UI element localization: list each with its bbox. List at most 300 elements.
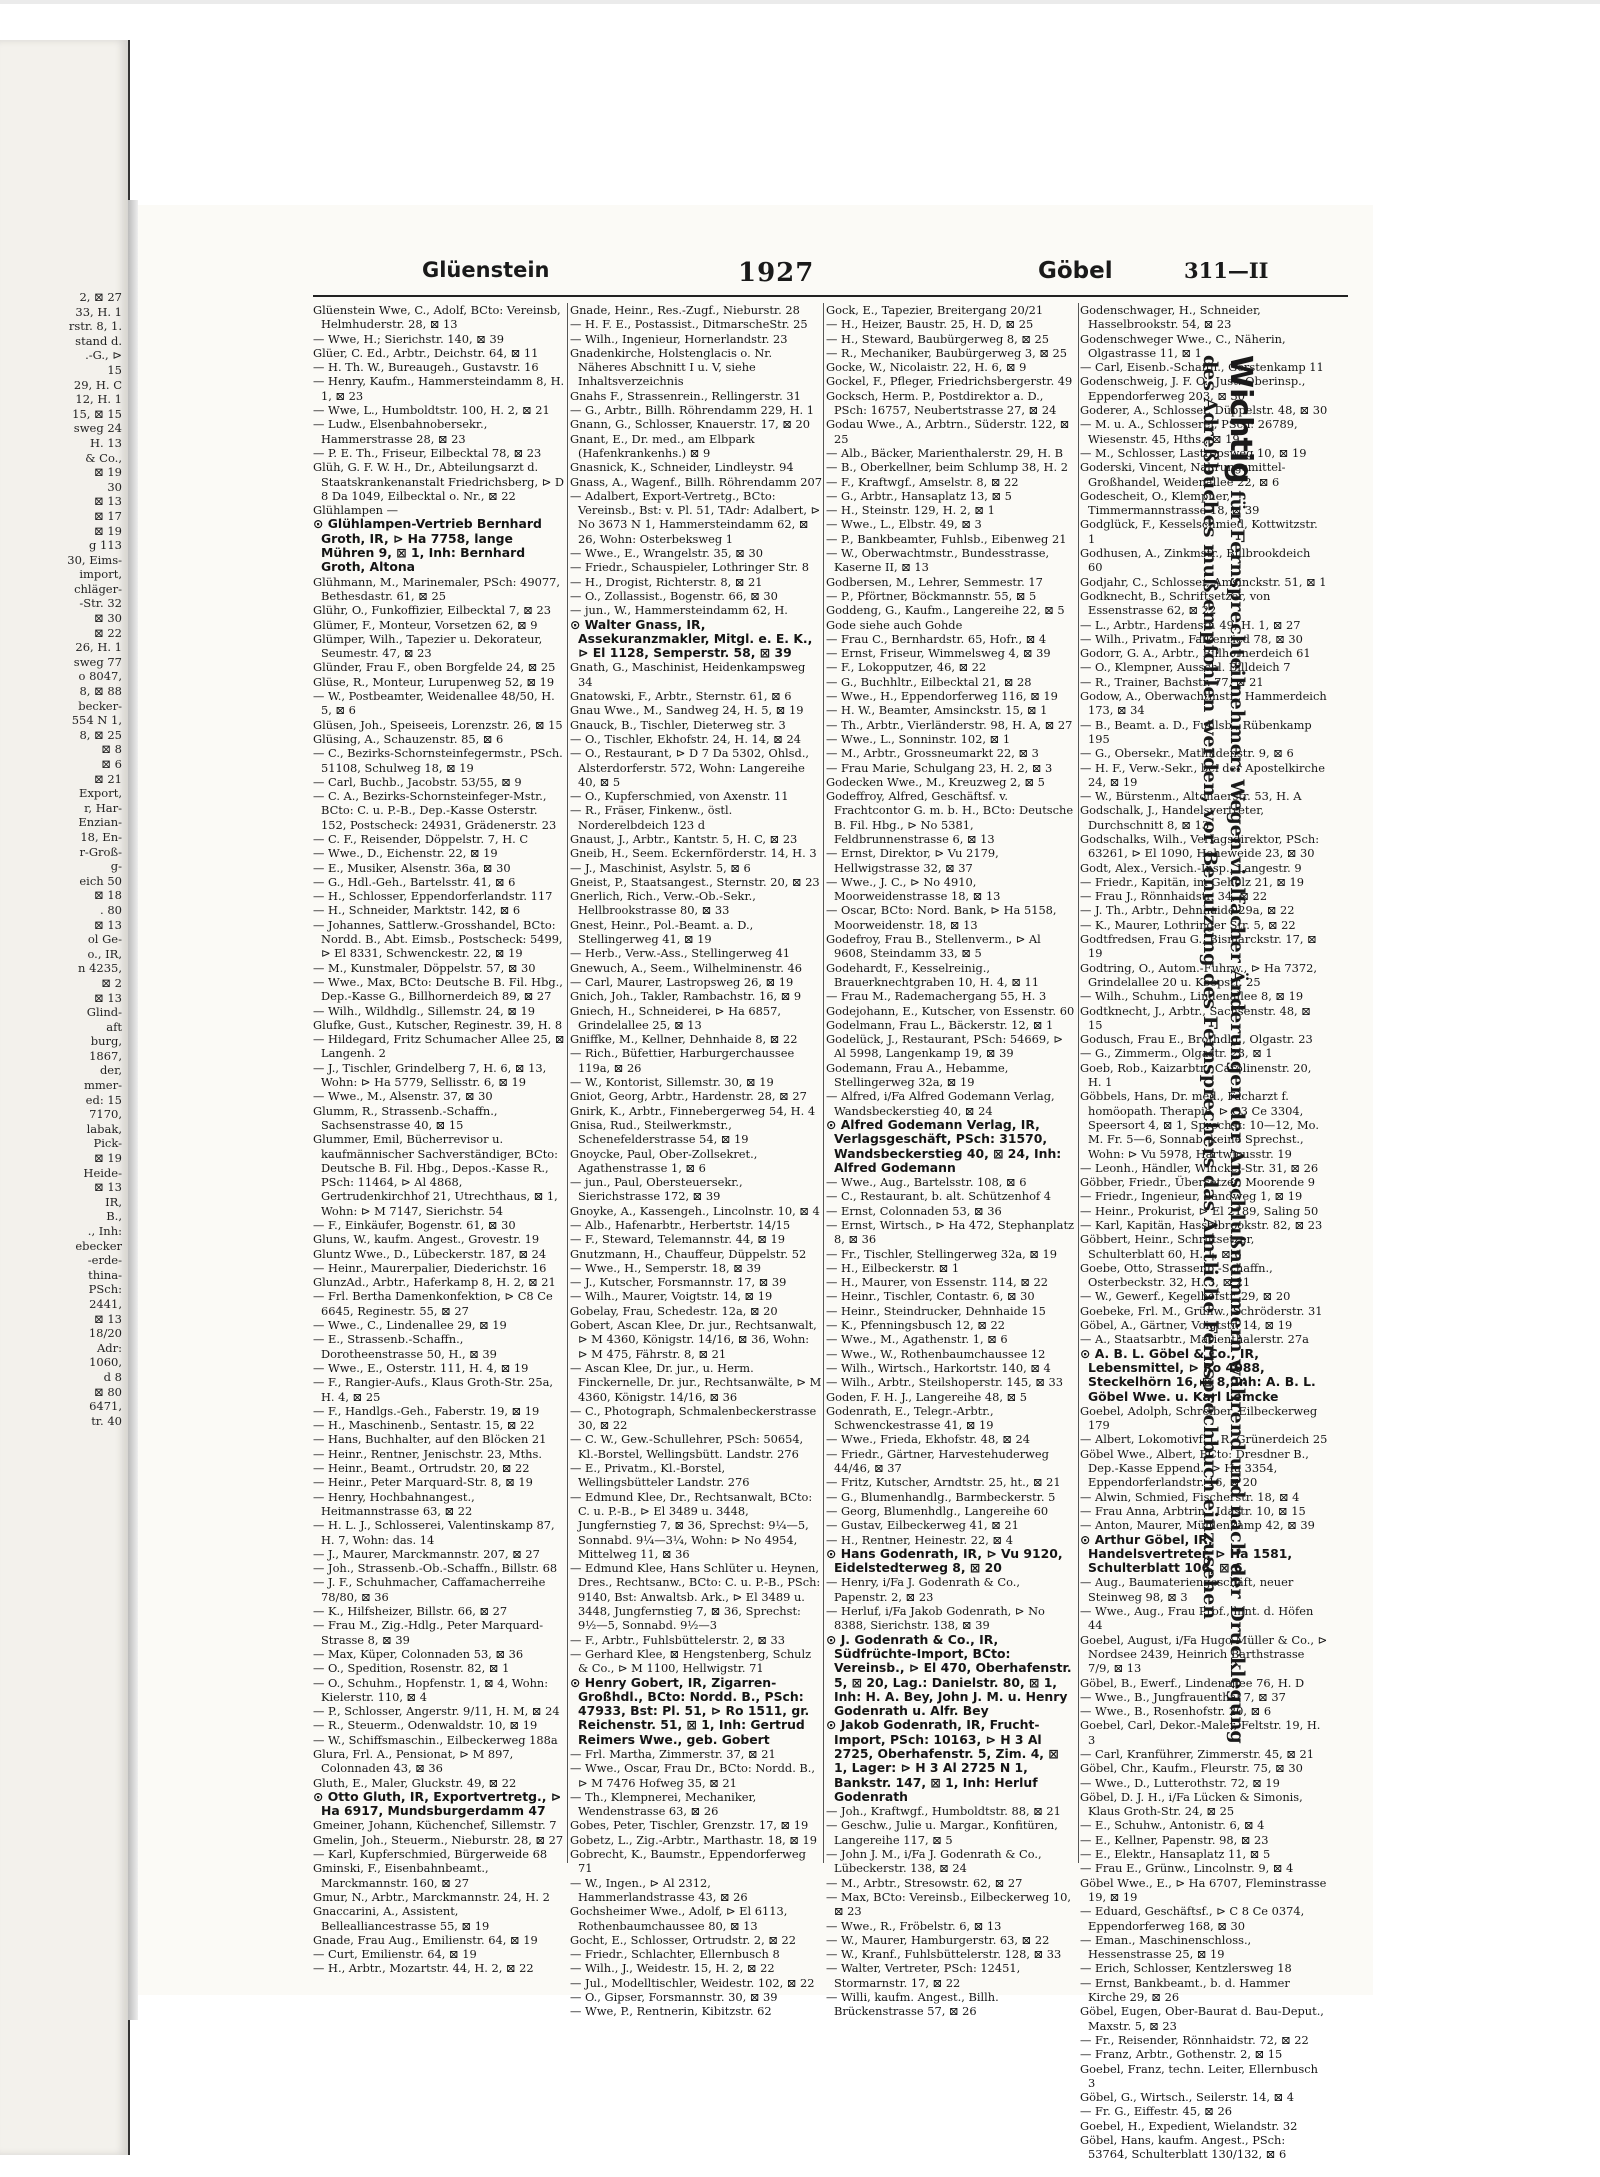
directory-entry: — K., Pfenningsbusch 12, ⊠ 22 bbox=[826, 1318, 1005, 1333]
left-page-line: 30, Eims- bbox=[67, 552, 122, 567]
directory-entry: ⊙ Walter Gnass, IR, Assekuranzmakler, Mitgl. e. E. K., ⊳ El 1128, Semperstr. 58, ⊠ 39 bbox=[570, 616, 813, 661]
directory-entry: — Carl, Buchb., Jacobstr. 53/55, ⊠ 9 bbox=[313, 774, 522, 789]
directory-entry: Gnoycke, Paul, Ober-Zollsekret., Agathenstrasse 1, ⊠ 6 bbox=[570, 1146, 758, 1175]
directory-entry: — J. F., Schuhmacher, Caffamacherreihe 78/80, ⊠ 36 bbox=[313, 1575, 546, 1604]
directory-entry: — Wilh., Schuhm., Lindenallee 8, ⊠ 19 bbox=[1080, 989, 1304, 1004]
directory-entry: Goebel, August, i/Fa Hugo Müller & Co., ⊳ Nordsee 2439, Heinrich Barthstrasse 7/9, ⊠ 13 bbox=[1080, 1632, 1328, 1676]
left-page-line: . 80 bbox=[100, 902, 122, 917]
left-page-line: B., bbox=[106, 1209, 122, 1224]
directory-entry: ⊙ Jakob Godenrath, IR, Frucht-Import, PSch: 10163, ⊳ H 3 Al 2725, Oberhafenstr. 5, Zim. 4, ⊠ 1, Lager: ⊳ H 3 Al 2725 N 1, Bankstr. 147, ⊠ 1, Inh: Herluf Godenrath bbox=[826, 1717, 1059, 1804]
notice-line-2: des Adreßbuches muß empfohlen werden, vor Benutzung des Fernsprechers das Amtliche Fernsprechbuch einzusehen bbox=[1199, 355, 1221, 1620]
directory-entry: — Wwe., Aug., Frau Prof., hint. d. Höfen 44 bbox=[1080, 1604, 1314, 1633]
left-page-line: IR, bbox=[105, 1194, 122, 1209]
directory-entry: Godelmann, Frau L., Bäckerstr. 12, ⊠ 1 bbox=[826, 1017, 1054, 1032]
directory-entry: — Edmund Klee, Hans Schlüter u. Heynen, Dres., Rechtsanw., BCto: C. u. P.-B., PSch: 9140, Bst: Anwaltsb. Ark., ⊳ El 3489 u. 3448, Jungfernstieg 7, ⊠ 36, Sprechst: 9½—5, Sonnabd. 9½—3 bbox=[570, 1561, 821, 1633]
directory-entry: ⊙ A. B. L. Göbel & Co., IR, Lebensmittel, ⊳ Ro 4088, Steckelhörn 16, ⊠ 8, Inh: A. B. L. Göbel Wwe. u. Karl Lemcke bbox=[1080, 1345, 1316, 1404]
directory-entry: — J., Maurer, Marckmannstr. 207, ⊠ 27 bbox=[313, 1546, 540, 1561]
directory-entry: Gnadenkirche, Holstenglacis o. Nr. Näheres Abschnitt I u. V, siehe Inhaltsverzeichnis bbox=[570, 345, 773, 389]
directory-entry: Gneib, H., Seem. Eckernförderstr. 14, H. 3 bbox=[570, 846, 817, 861]
directory-entry: — W., Maurer, Hamburgerstr. 63, ⊠ 22 bbox=[826, 1932, 1050, 1947]
directory-entry: Gocht, E., Schlosser, Ortrudstr. 2, ⊠ 22 bbox=[570, 1932, 796, 1947]
running-head-first-entry: Glüenstein bbox=[422, 258, 550, 282]
directory-entry: Gluns, W., kaufm. Angest., Grovestr. 19 bbox=[313, 1232, 540, 1247]
directory-entry: — W., Gewerf., Kegelhofstr. 29, ⊠ 20 bbox=[1080, 1289, 1291, 1304]
directory-entry: — Eduard, Geschäftsf., ⊳ C 8 Ce 0374, Eppendorferweg 168, ⊠ 30 bbox=[1080, 1904, 1305, 1933]
directory-entry: — Ernst, Friseur, Wimmelsweg 4, ⊠ 39 bbox=[826, 646, 1051, 661]
directory-entry: — Heinr., Peter Marquard-Str. 8, ⊠ 19 bbox=[313, 1475, 533, 1490]
directory-entry: ⊙ Otto Gluth, IR, Exportvertretg., ⊳ Ha 6917, Mundsburgerdamm 47 bbox=[313, 1788, 562, 1819]
directory-entry: Gochsheimer Wwe., Adolf, ⊳ El 6113, Rothenbaumchaussee 80, ⊠ 13 bbox=[570, 1904, 788, 1933]
left-page-line: g 113 bbox=[89, 538, 122, 553]
directory-entry: — Frl. Martha, Zimmerstr. 37, ⊠ 21 bbox=[570, 1746, 776, 1761]
directory-entry: Gnath, G., Maschinist, Heidenkampsweg 34 bbox=[570, 660, 806, 689]
directory-entry: — M., Schlosser, Lastropsweg 10, ⊠ 19 bbox=[1080, 445, 1307, 460]
directory-entry: — G., Blumenhandlg., Barmbeckerstr. 5 bbox=[826, 1489, 1056, 1504]
directory-entry: Göbel, Chr., Kaufm., Fleurstr. 75, ⊠ 30 bbox=[1080, 1761, 1303, 1776]
directory-entry: Gnasnick, K., Schneider, Lindleystr. 94 bbox=[570, 460, 794, 475]
directory-entry: — W., Kranf., Fuhlsbüttelerstr. 128, ⊠ 33 bbox=[826, 1947, 1062, 1962]
directory-entry: — Gerhard Klee, ⊠ Hengstenberg, Schulz & Co., ⊳ M 1100, Hellwigstr. 71 bbox=[570, 1646, 812, 1676]
directory-entry: — H. F. E., Postassist., DitmarscheStr. 25 bbox=[570, 317, 808, 332]
left-page-line: 2, ⊠ 27 bbox=[79, 290, 122, 304]
directory-entry: Godefroy, Frau B., Stellenverm., ⊳ Al 9608, Steindamm 33, ⊠ 5 bbox=[826, 932, 1041, 961]
directory-entry: Göbel, B., Ewerf., Lindenallee 76, H. D bbox=[1080, 1675, 1305, 1690]
directory-entry: — G., Zimmerm., Olgastr. 23, ⊠ 1 bbox=[1080, 1046, 1273, 1061]
left-page-line: 18, En- bbox=[80, 829, 122, 844]
directory-entry: — H. L. J., Schlosserei, Valentinskamp 87, H. 7, Wohn: das. 14 bbox=[313, 1518, 555, 1547]
directory-entry: — F., Einkäufer, Bogenstr. 61, ⊠ 30 bbox=[313, 1218, 516, 1232]
left-page-line: 554 N 1, bbox=[71, 713, 122, 728]
directory-entry: — O., Schuhm., Hopfenstr. 1, ⊠ 4, Wohn: Kielerstr. 110, ⊠ 4 bbox=[313, 1675, 549, 1704]
left-page-line: ol Ge- bbox=[87, 932, 122, 947]
directory-entry: Gobetz, L., Zig.-Arbtr., Marthastr. 18, ⊠ 19 bbox=[570, 1832, 818, 1847]
directory-entry: — A., Staatsarbtr., Marienthalerstr. 27a bbox=[1080, 1332, 1309, 1347]
directory-entry: — C. F., Reisender, Döppelstr. 7, H. C bbox=[313, 831, 529, 846]
directory-entry: Goderer, A., Schlosser, Düppelstr. 48, ⊠ 30 bbox=[1080, 403, 1328, 418]
left-page-line: rstr. 8, 1. bbox=[68, 319, 122, 334]
left-page-line: Glind- bbox=[86, 1005, 122, 1020]
directory-entry: — Ascan Klee, Dr. jur., u. Herm. Finckernelle, Dr. jur., Rechtsanwälte, ⊳ M 4360, Königstr. 14/16, ⊠ 36 bbox=[570, 1360, 822, 1404]
directory-entry: Gobert, Ascan Klee, Dr. jur., Rechtsanwalt, ⊳ M 4360, Königstr. 14/16, ⊠ 36, Wohn: ⊳ M 475, Fährstr. 8, ⊠ 21 bbox=[570, 1318, 817, 1361]
directory-entry: — G., Buchhltr., Eilbecktal 21, ⊠ 28 bbox=[826, 674, 1032, 689]
directory-entry: — Hildegard, Fritz Schumacher Allee 25, ⊠ Langenh. 2 bbox=[313, 1032, 565, 1061]
left-page-line: o., IR, bbox=[87, 946, 122, 961]
directory-entry: Godglück, F., Kesselschmied, Kottwitzstr. 1 bbox=[1080, 517, 1318, 546]
left-page-line: mmer- bbox=[84, 1078, 122, 1093]
directory-entry: — Wwe., D., Eichenstr. 22, ⊠ 19 bbox=[313, 846, 498, 861]
directory-entry: Godow, A., Oberwachtmstr., Hammerdeich 173, ⊠ 34 bbox=[1080, 689, 1327, 718]
directory-entry: Gnauck, B., Tischler, Dieterweg str. 3 bbox=[570, 717, 786, 732]
directory-entry: — Ernst, Wirtsch., ⊳ Ha 472, Stephanplatz 8, ⊠ 36 bbox=[826, 1218, 1075, 1247]
left-page-line: Pick- bbox=[93, 1136, 122, 1151]
left-page-line: PSch: bbox=[88, 1282, 122, 1297]
directory-entry: Gnatowski, F., Arbtr., Sternstr. 61, ⊠ 6 bbox=[570, 689, 792, 704]
directory-entry: — E., Musiker, Alsenstr. 36a, ⊠ 30 bbox=[313, 860, 511, 875]
directory-entry: — J., Kutscher, Forsmannstr. 17, ⊠ 39 bbox=[570, 1275, 787, 1290]
directory-entry: — Ernst, Bankbeamt., b. d. Hammer Kirche 29, ⊠ 26 bbox=[1080, 1975, 1290, 2005]
directory-entry: — K., Hilfsheizer, Billstr. 66, ⊠ 27 bbox=[313, 1604, 508, 1619]
directory-entry: — O., Tischler, Ekhofstr. 24, H. 14, ⊠ 24 bbox=[570, 731, 801, 746]
directory-entry: Godbersen, M., Lehrer, Semmestr. 17 bbox=[826, 574, 1043, 589]
directory-entry: Goebel, Carl, Dekor.-Maler, Feltstr. 19, H. 3 bbox=[1080, 1718, 1321, 1747]
directory-entry: Göbel, Hans, kaufm. Angest., PSch: 53764, Schulterblatt 130/132, ⊠ 6 bbox=[1080, 2133, 1287, 2162]
directory-entry: — P. E. Th., Friseur, Eilbecktal 78, ⊠ 23 bbox=[313, 445, 542, 460]
left-page-line: becker- bbox=[78, 698, 122, 713]
left-page-line: der, bbox=[99, 1063, 122, 1078]
directory-entry: Godorr, G. A., Arbtr., Billhornerdeich 61 bbox=[1080, 646, 1311, 661]
left-page-line: thina- bbox=[88, 1267, 122, 1282]
left-page-line: import, bbox=[79, 567, 122, 582]
left-page-line: ⊠ 6 bbox=[101, 757, 122, 771]
left-page-line: 2441, bbox=[89, 1296, 122, 1311]
directory-entry: — Aug., Baumateriengeschäft, neuer Steinweg 98, ⊠ 3 bbox=[1080, 1575, 1294, 1604]
directory-entry: — E., Elektr., Hansaplatz 11, ⊠ 5 bbox=[1080, 1847, 1271, 1862]
directory-entry: Glüsen, Joh., Speiseeis, Lorenzstr. 26, ⊠ 15 bbox=[313, 717, 563, 732]
directory-entry: Godelück, J., Restaurant, PSch: 54669, ⊳ Al 5998, Langenkamp 19, ⊠ 39 bbox=[826, 1032, 1063, 1061]
directory-entry: Goderski, Vincent, Nahrungsmittel-Großhandel, Weidenallee 22, ⊠ 6 bbox=[1080, 460, 1286, 489]
directory-entry: Godusch, Frau E., Brothdlg., Olgastr. 23 bbox=[1080, 1032, 1313, 1047]
directory-entry: — Ernst, Colonnaden 53, ⊠ 36 bbox=[826, 1203, 1002, 1218]
directory-entry: Göbel Wwe., Albert, BCto: Dresdner B., Dep.-Kasse Eppend., ⊳ Ha 3354, Eppendorferlandstr. 16, ⊠ 20 bbox=[1080, 1446, 1309, 1490]
directory-entry: — H., Eilbeckerstr. ⊠ 1 bbox=[826, 1260, 960, 1275]
directory-entry: — F., Rangier-Aufs., Klaus Groth-Str. 25a, H. 4, ⊠ 25 bbox=[313, 1375, 554, 1404]
directory-entry: Goebel, H., Expedient, Wielandstr. 32 bbox=[1080, 2118, 1298, 2133]
left-page-line: -erde- bbox=[87, 1253, 122, 1268]
directory-entry: Godenschweig, J. F. O., Just.-Oberinsp., Eppendorferweg 203, ⊠ 30 bbox=[1080, 374, 1306, 403]
left-page-line: sweg 24 bbox=[73, 421, 122, 436]
directory-entry: — Heinr., Prokurist, ⊳ El 2189, Saling 50 bbox=[1080, 1203, 1319, 1218]
directory-entry: — Walter, Vertreter, PSch: 12451, Stormarnstr. 17, ⊠ 22 bbox=[826, 1961, 1021, 1990]
directory-entry: — Friedr., Gärtner, Harvestehuderweg 44/46, ⊠ 37 bbox=[826, 1446, 1049, 1476]
directory-entry: Gminski, F., Eisenbahnbeamt., Marckmannstr. 160, ⊠ 27 bbox=[313, 1861, 489, 1890]
directory-entry: Gnaccarini, A., Assistent, Bellealliancestrasse 55, ⊠ 19 bbox=[313, 1904, 490, 1933]
directory-entry: — Friedr., Ingenieur, Sandweg 1, ⊠ 19 bbox=[1080, 1189, 1303, 1204]
left-page-line: .-G., ⊳ bbox=[85, 348, 122, 363]
directory-entry: — G., Hdl.-Geh., Bartelsstr. 41, ⊠ 6 bbox=[313, 874, 516, 889]
running-head-year: 1927 bbox=[738, 258, 815, 288]
left-page-line: 6471, bbox=[89, 1399, 122, 1414]
directory-entry: — Frau M., Zig.-Hdlg., Peter Marquard-Strasse 8, ⊠ 39 bbox=[313, 1618, 544, 1647]
directory-entry: — H., Steward, Baubürgerweg 8, ⊠ 25 bbox=[826, 331, 1050, 346]
left-page-line: 1060, bbox=[89, 1355, 122, 1370]
directory-entry: Gockel, F., Pfleger, Friedrichsbergerstr. 49 bbox=[826, 374, 1073, 389]
left-page-line: H. 13 bbox=[90, 435, 122, 450]
directory-entry: Goebeke, Frl. M., Grünw., Schröderstr. 31 bbox=[1080, 1303, 1323, 1318]
directory-entry: Glüsing, A., Schauzenstr. 85, ⊠ 6 bbox=[313, 731, 504, 746]
directory-entry: ⊙ J. Godenrath & Co., IR, Südfrüchte-Import, BCto: Vereinsb., ⊳ El 470, Oberhafenstr. 5, ⊠ 20, Lag.: Danielstr. 80, ⊠ 1, Inh: H. A. Bey, John J. M. u. Henry Godenrath u. Alfr. Bey bbox=[826, 1631, 1072, 1719]
directory-entry: — Leonh., Händler, Winckel-Str. 31, ⊠ 26 bbox=[1080, 1160, 1319, 1175]
left-page-line: burg, bbox=[90, 1034, 122, 1049]
directory-entry: Godescheit, O., Klempner, Timmermannstrasse 18, ⊠ 39 bbox=[1080, 488, 1260, 518]
directory-entry: — Carl, Maurer, Lastropsweg 26, ⊠ 19 bbox=[570, 974, 794, 989]
directory-entry: — Alwin, Schmied, Fischerstr. 18, ⊠ 4 bbox=[1080, 1489, 1300, 1504]
vertical-notice-text bbox=[1198, 355, 1258, 1744]
directory-entry: Gnade, Frau Aug., Emilienstr. 64, ⊠ 19 bbox=[313, 1932, 538, 1947]
directory-entry: Glünder, Frau F., oben Borgfelde 24, ⊠ 25 bbox=[313, 660, 556, 675]
directory-entry: — C. W., Gew.-Schullehrer, PSch: 50654, Kl.-Borstel, Wellingsbütt. Landstr. 276 bbox=[570, 1432, 804, 1461]
directory-entry: — H. W., Beamter, Amsinckstr. 15, ⊠ 1 bbox=[826, 703, 1048, 718]
directory-entry: — W., Postbeamter, Weidenallee 48/50, H. 5, ⊠ 6 bbox=[313, 689, 555, 718]
directory-entry: — Alb., Hafenarbtr., Herbertstr. 14/15 bbox=[570, 1218, 791, 1232]
vertical-notice bbox=[1198, 355, 1258, 1744]
directory-entry: Glüer, C. Ed., Arbtr., Deichstr. 64, ⊠ 11 bbox=[313, 345, 539, 360]
directory-entry: Gniffke, M., Kellner, Dehnhaide 8, ⊠ 22 bbox=[570, 1032, 798, 1047]
left-page-line: chläger- bbox=[74, 581, 122, 596]
directory-entry: — B., Beamt. a. D., Fuhlsb., Rübenkamp 195 bbox=[1080, 717, 1312, 746]
directory-entry: — Edmund Klee, Dr., Rechtsanwalt, BCto: C. u. P.-B., ⊳ El 3489 u. 3448, Jungfernstieg 7, ⊠ 36, Sprechst: 9¼—5, Sonnabd. 9¼—3¼, Wohn: ⊳ No 4954, Mittelweg 11, ⊠ 36 bbox=[570, 1489, 813, 1561]
directory-entry: — Wwe., B., Jungfrauenthal 7, ⊠ 37 bbox=[1080, 1689, 1286, 1704]
directory-entry: ⊙ Glühlampen-Vertrieb Bernhard Groth, IR, ⊳ Ha 7758, lange Mühren 9, ⊠ 1, Inh: Bernhard Groth, Altona bbox=[313, 516, 542, 575]
directory-entry: — Erich, Schlosser, Kentzlersweg 18 bbox=[1080, 1961, 1292, 1976]
directory-entry: Göbbert, Heinr., Schriftsetzer, Schulterblatt 60, H. 1, ⊠ 6 bbox=[1080, 1232, 1255, 1261]
directory-entry: — Max, Küper, Colonnaden 53, ⊠ 36 bbox=[313, 1646, 524, 1661]
directory-entry: Goeb, Rob., Kaizarbtr., Carolinenstr. 20, H. 1 bbox=[1080, 1060, 1312, 1090]
directory-entry: Gnewuch, A., Seem., Wilhelminenstr. 46 bbox=[570, 960, 802, 975]
directory-entry: ⊙ Henry Gobert, IR, Zigarren-Großhdl., BCto: Nordd. B., PSch: 47933, Bst: Pl. 51, ⊳ Ro 1511, gr. Reichenstr. 51, ⊠ 1, Inh: Gertrud Reimers Wwe., geb. Gobert bbox=[570, 1674, 810, 1747]
directory-entry: — Wwe., Aug., Bartelsstr. 108, ⊠ 6 bbox=[826, 1175, 1027, 1190]
left-page-line: ebecker bbox=[75, 1238, 122, 1253]
directory-entry: — Wwe., W., Rothenbaumchaussee 12 bbox=[826, 1346, 1046, 1361]
directory-entry: — Jul., Modelltischler, Weidestr. 102, ⊠ 22 bbox=[570, 1975, 815, 1990]
directory-entry: Gneist, P., Staatsangest., Sternstr. 20, ⊠ 23 bbox=[570, 874, 820, 889]
directory-entry: Godtfredsen, Frau G., Bismarckstr. 17, ⊠ 19 bbox=[1080, 932, 1317, 961]
directory-entry: Godenschwager, H., Schneider, Hasselbrookstr. 54, ⊠ 23 bbox=[1080, 303, 1261, 332]
directory-entry: — Heinr., Rentner, Jenischstr. 23, Mths. bbox=[313, 1446, 542, 1461]
directory-entry: Goebel, Adolph, Schreiber, Eilbeckerweg 179 bbox=[1080, 1403, 1318, 1433]
directory-entry: — jun., Paul, Obersteuersekr., Sierichstrasse 172, ⊠ 39 bbox=[570, 1175, 743, 1204]
directory-entry: Goddeng, G., Kaufm., Langereihe 22, ⊠ 5 bbox=[826, 603, 1065, 618]
directory-entry: — Wwe, H.; Sierichstr. 140, ⊠ 39 bbox=[313, 331, 504, 346]
directory-entry: — Heinr., Tischler, Contastr. 6, ⊠ 30 bbox=[826, 1289, 1035, 1304]
directory-entry: — Fr. G., Eiffestr. 45, ⊠ 26 bbox=[1080, 2104, 1232, 2119]
directory-entry: — H., Schlosser, Eppendorferlandstr. 117 bbox=[313, 889, 553, 904]
directory-entry: Godtring, O., Autom.-Fuhrw., ⊳ Ha 7372, Grindelallee 20 u. Koopstr. 25 bbox=[1080, 960, 1317, 989]
directory-entry: — Ernst, Direktor, ⊳ Vu 2179, Hellwigstrasse 32, ⊠ 37 bbox=[826, 846, 999, 875]
directory-entry: Gmelin, Joh., Steuerm., Nieburstr. 28, ⊠ 27 bbox=[313, 1832, 564, 1847]
directory-entry: Göbel, Eugen, Ober-Baurat d. Bau-Deput., Maxstr. 5, ⊠ 23 bbox=[1080, 2004, 1324, 2033]
directory-entry: — F., Steward, Telemannstr. 44, ⊠ 19 bbox=[570, 1232, 785, 1247]
left-page-text bbox=[2, 290, 122, 1428]
directory-entry: Gobrecht, K., Baumstr., Eppendorferweg 71 bbox=[570, 1847, 806, 1876]
directory-entry: — G., Arbtr., Billh. Röhrendamm 229, H. 1 bbox=[570, 403, 815, 418]
directory-entry: — F., Kraftwgf., Amselstr. 8, ⊠ 22 bbox=[826, 474, 1019, 489]
directory-entry: Gluntz Wwe., D., Lübeckerstr. 187, ⊠ 24 bbox=[313, 1246, 547, 1261]
running-head-last-entry: Göbel bbox=[1038, 258, 1113, 284]
directory-entry: — Frau J., Rönnhaidstr. 34, ⊠ 22 bbox=[1080, 889, 1268, 904]
directory-entry: — Herluf, i/Fa Jakob Godenrath, ⊳ No 8388, Sierichstr. 138, ⊠ 39 bbox=[826, 1604, 1045, 1633]
directory-entry: Godhusen, A., Zinkmstr., Billbrookdeich 60 bbox=[1080, 546, 1311, 575]
directory-entry: — H., Maurer, von Essenstr. 114, ⊠ 22 bbox=[826, 1275, 1049, 1290]
directory-entry: — M., Kunstmaler, Döppelstr. 57, ⊠ 30 bbox=[313, 960, 536, 975]
directory-entry: — P., Schlosser, Angerstr. 9/11, H. M, ⊠ 24 bbox=[313, 1704, 560, 1719]
directory-entry: Göbel, G., Wirtsch., Seilerstr. 14, ⊠ 4 bbox=[1080, 2090, 1295, 2105]
left-page-line: ⊠ 19 bbox=[94, 523, 122, 538]
directory-entry: Godeffroy, Alfred, Geschäftsf. v. Frachtcontor G. m. b. H., BCto: Deutsche B. Fil. Hbg., ⊳ No 5381, Feldbrunnenstrasse 6, ⊠ 13 bbox=[826, 789, 1074, 846]
directory-entry: — Max, BCto: Vereinsb., Eilbeckerweg 10, ⊠ 23 bbox=[826, 1889, 1072, 1919]
directory-entry: Gode siehe auch Gohde bbox=[826, 617, 963, 632]
directory-entry: — B., Oberkellner, beim Schlump 38, H. 2 bbox=[826, 460, 1068, 475]
directory-entry: Gnaust, J., Arbtr., Kantstr. 5, H. C, ⊠ 23 bbox=[570, 831, 798, 846]
directory-entry: — Joh., Kraftwgf., Humboldtstr. 88, ⊠ 21 bbox=[826, 1804, 1061, 1819]
left-page-line: ⊠ 13 bbox=[94, 1311, 122, 1326]
directory-entry: — Wwe., D., Lutterothstr. 72, ⊠ 19 bbox=[1080, 1775, 1280, 1790]
directory-entry: — O., Spedition, Rosenstr. 82, ⊠ 1 bbox=[313, 1661, 510, 1676]
directory-entry: — M., Arbtr., Stresowstr. 62, ⊠ 27 bbox=[826, 1875, 1023, 1890]
directory-entry: — Henry, i/Fa J. Godenrath & Co., Papenstr. 2, ⊠ 23 bbox=[826, 1575, 1021, 1604]
directory-entry: — Georg, Blumenhdlg., Langereihe 60 bbox=[826, 1503, 1049, 1518]
left-page-line: 30 bbox=[107, 479, 122, 494]
directory-entry: — R., Steuerm., Odenwaldstr. 10, ⊠ 19 bbox=[313, 1718, 538, 1733]
directory-entry: ⊙ Hans Godenrath, IR, ⊳ Vu 9120, Eidelstedterweg 8, ⊠ 20 bbox=[826, 1545, 1063, 1576]
directory-entry: — Alfred, i/Fa Alfred Godemann Verlag, Wandsbeckerstieg 40, ⊠ 24 bbox=[826, 1089, 1055, 1118]
left-page-line: ⊠ 18 bbox=[94, 888, 122, 903]
directory-entry: — J. Th., Arbtr., Dehnhaide 29a, ⊠ 22 bbox=[1080, 903, 1295, 918]
directory-entry: — Wilh., Privatm., Falkenried 78, ⊠ 30 bbox=[1080, 631, 1303, 646]
left-page-line: sweg 77 bbox=[73, 654, 122, 669]
directory-column-3 bbox=[826, 303, 1076, 2019]
directory-entry: — Henry, Hochbahnangest., Heitmannstrasse 63, ⊠ 22 bbox=[313, 1489, 475, 1518]
directory-entry: — Eman., Maschinenschloss., Hessenstrasse 25, ⊠ 19 bbox=[1080, 1932, 1252, 1962]
directory-entry: — Friedr., Schlachter, Ellernbusch 8 bbox=[570, 1947, 780, 1962]
directory-entry: — H., Steinstr. 129, H. 2, ⊠ 1 bbox=[826, 503, 995, 518]
directory-entry: Göbel, D. J. H., i/Fa Lücken & Simonis, Klaus Groth-Str. 24, ⊠ 25 bbox=[1080, 1789, 1303, 1819]
left-page-line: d 8 bbox=[103, 1369, 122, 1384]
directory-entry: — Carl, Eisenb.-Schaffn., Gerstenkamp 11 bbox=[1080, 360, 1324, 375]
directory-entry: — Albert, Lokomotivf. i. R. Grünerdeich 25 bbox=[1080, 1432, 1328, 1447]
directory-entry: — L., Arbtr., Hardenstr. 49, H. 1, ⊠ 27 bbox=[1080, 617, 1301, 632]
directory-entry: Godemann, Frau A., Hebamme, Stellingerweg 32a, ⊠ 19 bbox=[826, 1060, 1009, 1090]
left-page-line: ⊠ 13 bbox=[94, 494, 122, 509]
left-page-line: ⊠ 8 bbox=[101, 742, 122, 757]
left-page-line: Export, bbox=[79, 786, 122, 801]
directory-entry: Godecken Wwe., M., Kreuzweg 2, ⊠ 5 bbox=[826, 774, 1045, 789]
directory-entry: — Wwe., L., Elbstr. 49, ⊠ 3 bbox=[826, 517, 982, 532]
directory-entry: — M. u. A., Schlosserei, PSch: 26789, Wiesenstr. 45, Hths., ⊠ 19 bbox=[1080, 417, 1298, 446]
directory-entry: — Friedr., Schauspieler, Lothringer Str. 8 bbox=[570, 560, 809, 575]
left-page-line: ., Inh: bbox=[87, 1224, 122, 1238]
column-divider bbox=[567, 303, 568, 1863]
left-page-line: ⊠ 30 bbox=[94, 611, 122, 626]
directory-entry: — Wwe., E., Osterstr. 111, H. 4, ⊠ 19 bbox=[313, 1360, 529, 1375]
directory-column-1 bbox=[313, 303, 565, 1976]
directory-entry: — Th., Klempnerei, Mechaniker, Wendenstrasse 63, ⊠ 26 bbox=[570, 1789, 757, 1819]
directory-entry: Godknecht, B., Schriftsetzer, von Essenstrasse 62, ⊠ 22 bbox=[1080, 588, 1271, 618]
directory-entry: — C. A., Bezirks-Schornsteinfeger-Mstr., BCto: C. u. P.-B., Dep.-Kasse Osterstr. 152, Postscheck: 24931, Grädenerstr. 23 bbox=[313, 789, 557, 832]
directory-entry: — Karl, Kupferschmied, Bürgerweide 68 bbox=[313, 1847, 548, 1862]
directory-entry: Glura, Frl. A., Pensionat, ⊳ M 897, Colonnaden 43, ⊠ 36 bbox=[313, 1746, 514, 1776]
directory-entry: ⊙ Alfred Godemann Verlag, IR, Verlagsgeschäft, PSch: 31570, Wandsbeckerstieg 40, ⊠ 24, Inh: Alfred Godemann bbox=[826, 1116, 1062, 1175]
directory-entry: — Wwe., J. C., ⊳ No 4910, Moorweidenstrasse 18, ⊠ 13 bbox=[826, 874, 1001, 904]
column-divider bbox=[1078, 303, 1079, 1863]
directory-entry: — Fr., Tischler, Stellingerweg 32a, ⊠ 19 bbox=[826, 1246, 1058, 1261]
directory-entry: Glühr, O., Funkoffizier, Eilbecktal 7, ⊠ 23 bbox=[313, 603, 551, 618]
directory-entry: Glüse, R., Monteur, Lurupenweg 52, ⊠ 19 bbox=[313, 674, 555, 689]
directory-entry: — O., Klempner, Ausschl. Billdeich 7 bbox=[1080, 660, 1291, 675]
directory-entry: — F., Handlgs.-Geh., Faberstr. 19, ⊠ 19 bbox=[313, 1403, 540, 1418]
directory-entry: Gock, E., Tapezier, Breitergang 20/21 bbox=[826, 303, 1044, 317]
directory-entry: GlunzAd., Arbtr., Haferkamp 8, H. 2, ⊠ 21 bbox=[313, 1275, 556, 1290]
directory-entry: — H. F., Verw.-Sekr., bei der Apostelkirche 24, ⊠ 19 bbox=[1080, 760, 1325, 789]
directory-entry: — G., Arbtr., Hansaplatz 13, ⊠ 5 bbox=[826, 488, 1012, 503]
directory-entry: — E., Kellner, Papenstr. 98, ⊠ 23 bbox=[1080, 1832, 1269, 1847]
left-page-line: & Co., bbox=[85, 450, 122, 465]
directory-entry: — jun., W., Hammersteindamm 62, H. bbox=[570, 603, 788, 618]
directory-entry: — Joh., Strassenb.-Ob.-Schaffn., Billstr. 68 bbox=[313, 1561, 558, 1576]
directory-entry: — H., Maschinenb., Sentastr. 15, ⊠ 22 bbox=[313, 1418, 535, 1433]
directory-entry: Goebel, Franz, techn. Leiter, Ellernbusch 3 bbox=[1080, 2061, 1318, 2090]
directory-entry: Gnich, Joh., Takler, Rambachstr. 16, ⊠ 9 bbox=[570, 989, 802, 1004]
left-page-line: ⊠ 2 bbox=[101, 975, 122, 990]
directory-entry: — Wwe., R., Fröbelstr. 6, ⊠ 13 bbox=[826, 1918, 1002, 1933]
directory-entry: Gnest, Heinr., Pol.-Beamt. a. D., Stellingerweg 41, ⊠ 19 bbox=[570, 917, 754, 947]
directory-entry: Godenrath, E., Telegr.-Arbtr., Schwenckestrasse 41, ⊠ 19 bbox=[826, 1403, 994, 1433]
left-page-line: 18/20 bbox=[88, 1326, 122, 1341]
directory-entry: — Wwe., Frieda, Ekhofstr. 48, ⊠ 24 bbox=[826, 1432, 1031, 1447]
directory-entry: — H., Rentner, Heinestr. 22, ⊠ 4 bbox=[826, 1532, 1013, 1547]
directory-entry: — Th., Arbtr., Vierländerstr. 98, H. A, ⊠ 27 bbox=[826, 717, 1073, 732]
directory-entry: — F., Arbtr., Fuhlsbüttelerstr. 2, ⊠ 33 bbox=[570, 1632, 786, 1647]
directory-entry: — Wwe., H., Semperstr. 18, ⊠ 39 bbox=[570, 1260, 761, 1275]
directory-entry: — Wwe., H., Eppendorferweg 116, ⊠ 19 bbox=[826, 689, 1058, 704]
page-header bbox=[158, 258, 1353, 294]
directory-entry: — W., Schiffsmaschin., Eilbeckerweg 188a bbox=[313, 1732, 558, 1747]
left-page-line: 29, H. C bbox=[73, 377, 122, 392]
directory-entry: Godschalks, Wilh., Verlagsdirektor, PSch: 63261, ⊳ El 1090, Hoheweide 23, ⊠ 30 bbox=[1080, 831, 1320, 861]
directory-entry: — Frl. Bertha Damenkonfektion, ⊳ C8 Ce 6645, Reginestr. 55, ⊠ 27 bbox=[313, 1289, 553, 1318]
directory-entry: — Frau E., Grünw., Lincolnstr. 9, ⊠ 4 bbox=[1080, 1861, 1294, 1876]
directory-entry: — Rich., Büfettier, Harburgerchaussee 119a, ⊠ 26 bbox=[570, 1046, 795, 1075]
directory-entry: — Wilh., Ingenieur, Hornerlandstr. 23 bbox=[570, 331, 788, 346]
directory-entry: — Heinr., Steindrucker, Dehnhaide 15 bbox=[826, 1303, 1046, 1318]
directory-entry: Gnass, A., Wagenf., Billh. Röhrendamm 207 bbox=[570, 474, 823, 489]
directory-entry: Gobes, Peter, Tischler, Grenzstr. 17, ⊠ 19 bbox=[570, 1818, 809, 1833]
directory-entry: — O., Gipser, Forsmannstr. 30, ⊠ 39 bbox=[570, 1990, 778, 2005]
left-page-line: r-Groß- bbox=[79, 844, 122, 859]
left-page-line: 1867, bbox=[89, 1048, 122, 1063]
directory-entry: — H., Heizer, Baustr. 25, H. D, ⊠ 25 bbox=[826, 317, 1034, 332]
directory-entry: Gnutzmann, H., Chauffeur, Düppelstr. 52 bbox=[570, 1246, 807, 1261]
directory-entry: — Henry, Kaufm., Hammersteindamm 8, H. 1, ⊠ 23 bbox=[313, 374, 565, 403]
directory-entry: Gnant, E., Dr. med., am Elbpark (Hafenkrankenhs.) ⊠ 9 bbox=[570, 431, 755, 460]
directory-entry: — Wwe, L., Humboldtstr. 100, H. 2, ⊠ 21 bbox=[313, 403, 550, 418]
left-page-line: ⊠ 13 bbox=[94, 917, 122, 932]
directory-entry: — Wwe., Max, BCto: Deutsche B. Fil. Hbg., Dep.-Kasse G., Billhornerdeich 89, ⊠ 27 bbox=[313, 974, 563, 1004]
directory-page bbox=[138, 205, 1373, 2162]
directory-entry: Glümper, Wilh., Tapezier u. Dekorateur, Seumestr. 47, ⊠ 23 bbox=[313, 631, 543, 661]
directory-entry: — Wilh., Wildhdlg., Sillemstr. 24, ⊠ 19 bbox=[313, 1003, 536, 1018]
directory-entry: — H., Arbtr., Mozartstr. 44, H. 2, ⊠ 22 bbox=[313, 1961, 534, 1976]
left-page-line: n 4235, bbox=[78, 961, 122, 976]
left-page-line: ⊠ 13 bbox=[94, 990, 122, 1005]
directory-entry: — Adalbert, Export-Vertretg., BCto: Vereinsb., Bst: v. Pl. 51, TAdr: Adalbert, ⊳ No 3673 N 1, Hammersteindamm 62, ⊠ 26, Wohn: Osterbeksweg 1 bbox=[570, 488, 821, 546]
directory-entry: — Curt, Emilienstr. 64, ⊠ 19 bbox=[313, 1947, 477, 1962]
header-rule bbox=[313, 295, 1348, 297]
directory-entry: — Gustav, Eilbeckerweg 41, ⊠ 21 bbox=[826, 1518, 1019, 1533]
directory-entry: — Frau C., Bernhardstr. 65, Hofr., ⊠ 4 bbox=[826, 631, 1047, 646]
directory-entry: — W., Bürstenm., Altonaerstr. 53, H. A bbox=[1080, 789, 1302, 804]
directory-entry: Gnirk, K., Arbtr., Finnebergerweg 54, H. 4 bbox=[570, 1103, 816, 1118]
directory-column-2 bbox=[570, 303, 823, 2019]
left-page-line: Enzian- bbox=[78, 815, 122, 830]
left-page-line: -Str. 32 bbox=[79, 596, 122, 611]
directory-entry: — Wwe., B., Rosenhofstr. 20, ⊠ 6 bbox=[1080, 1704, 1272, 1719]
directory-entry: — Ludw., Elsenbahnobersekr., Hammerstrasse 28, ⊠ 23 bbox=[313, 417, 488, 446]
directory-entry: — Wwe., Oscar, Frau Dr., BCto: Nordd. B., ⊳ M 7476 Hofweg 35, ⊠ 21 bbox=[570, 1761, 816, 1790]
directory-entry: — W., Kontorist, Sillemstr. 30, ⊠ 19 bbox=[570, 1075, 774, 1090]
directory-entry: — C., Bezirks-Schornsteinfegermstr., PSch. 51108, Schulweg 18, ⊠ 19 bbox=[313, 746, 563, 775]
directory-entry: Glumm, R., Strassenb.-Schaffn., Sachsenstrasse 40, ⊠ 15 bbox=[313, 1103, 498, 1132]
directory-entry: — K., Maurer, Lothringer Str. 5, ⊠ 22 bbox=[1080, 917, 1296, 932]
